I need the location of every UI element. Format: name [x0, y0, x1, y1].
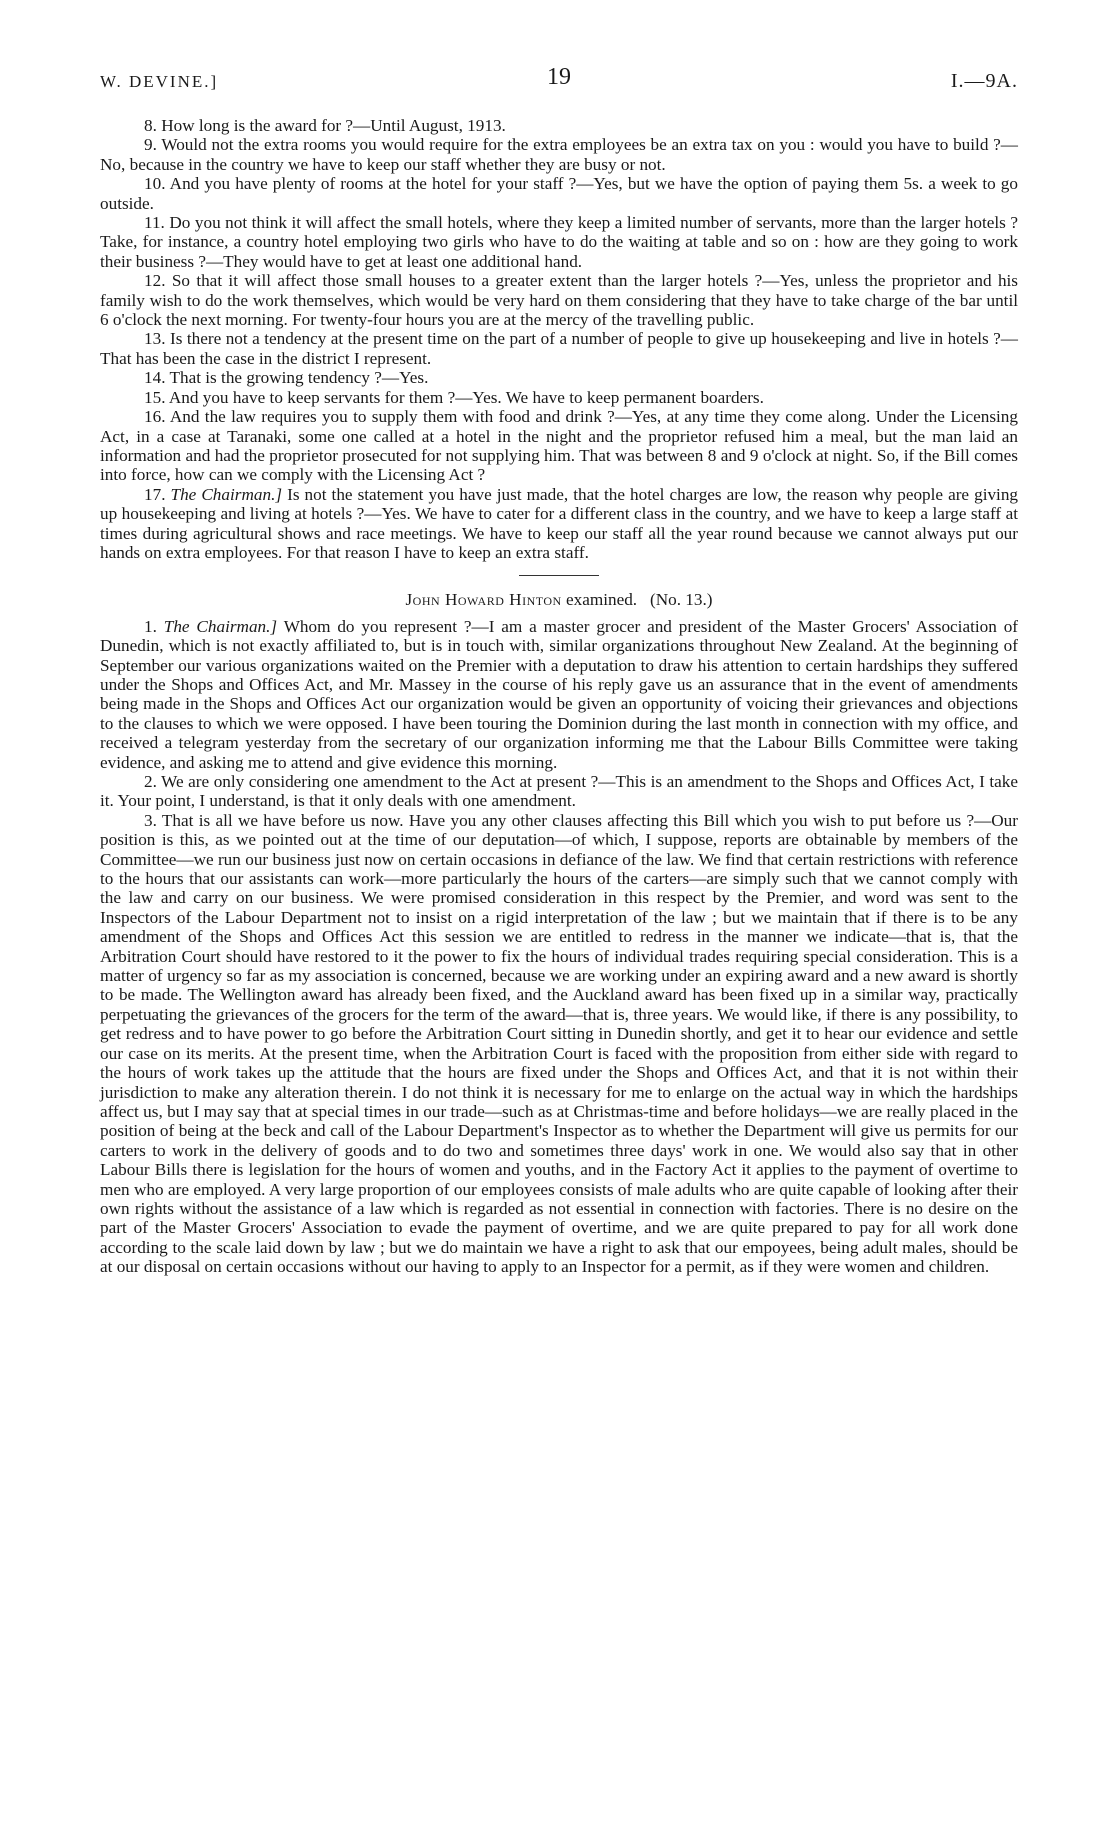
paragraph-text: That is the growing tendency ?—Yes.	[169, 368, 429, 388]
document-body	[100, 116, 1018, 1277]
paragraph-text: How long is the award for ?—Until August, 1913.	[161, 116, 506, 135]
witness-heading	[100, 590, 1018, 609]
question-paragraph	[100, 388, 1018, 407]
question-number: 10.	[144, 174, 166, 194]
question-number: 14.	[144, 368, 166, 388]
question-paragraph	[100, 174, 1018, 213]
paragraph-text: That is all we have before us now. Have you any other clauses affecting this Bill which you wish to put before us ?—Our position is this, as we pointed out at the time of our deputation—of which, I suppose, reports are obtainable by members of the Committee—we run our business just now on certain occasions in defiance of the law. We find that certain restrictions with reference to the hours that our assistants can work—more particularly the hours of the carters—are simply such that we cannot comply with the law and carry on our business. We were promised consideration in this respect by the Premier, and word was sent to the Inspectors of the Labour Department not to insist on a rigid interpretation of the law ; but we maintain that if there is to be any amendment of the Shops and Offices Act this session we are entitled to redress in the manner we indicate—that is, that the Arbitration Court should have restored to it the power to fix the hours of individual trades requiring special consideration. This is a matter of urgency so far as my association is concerned, because we are working under an expiring award and a new award is shortly to be made. The Wellington award has already been fixed, and the Auckland award has been fixed up in a similar way, practically perpetuating the grievances of the grocers for the term of the award—that is, three years. We would like, if there is any possibility, to get redress and to have power to go before the Arbitration Court sitting in Dunedin shortly, and get it to hear our evidence and settle our case on its merits. At the present time, when the Arbitration Court is faced with the proposition from either side with regard to the hours of work takes up the attitude that the hours are fixed under the Shops and Offices Act, and that it is not within their jurisdiction to make any alteration therein. I do not think it is necessary for me to enlarge on the actual way in which the hardships affect us, but I may say that at special times in our trade—such as at Christmas-time and before holidays—we are really placed in the position of being at the beck and call of the Labour Department's Inspector as to whether the Department will give us permits for our carters to work in the delivery of goods and to do two and sometimes three days' work in one. We would also say that in other Labour Bills there is legislation for the hours of women and youths, and in the Factory Act it applies to the payment of overtime to men who are employed. A very large proportion of our employees consists of male adults who are quite capable of looking after their own rights without the assistance of a law which is regarded as not essential in connection with factories. There is no desire on the part of the Master Grocers' Association to evade the payment of overtime, and we are quite prepared to pay for all work done according to the scale laid down by law ; but we do maintain we have a right to ask that our empoyees, being adult males, should be at our disposal on certain occasions without our having to apply to an Inspector for a permit, as if they were women and children.	[100, 810, 1018, 1277]
paragraph-text: Is not the statement you have just made, that the hotel charges are low, the reason why people are giving up housekeeping and living at hotels ?—Yes. We have to cater for a different class in the country, and we have to keep a large staff at times during agricultural shows and race meetings. We have to keep our staff all the year round because we cannot always put our hands on extra employees. For that reason I have to keep an extra staff.	[100, 484, 1019, 562]
question-number: 9.	[144, 135, 157, 155]
question-paragraph	[100, 329, 1018, 368]
witness-number: (No. 13.)	[649, 590, 713, 610]
question-paragraph	[100, 407, 1018, 485]
question-number: 3.	[144, 810, 157, 830]
question-number: 2.	[144, 772, 157, 791]
witness-examined-label: examined.	[565, 590, 638, 610]
question-number: 15.	[144, 387, 166, 407]
paragraph-text: We are only considering one amendment to the Act at present ?—This is an amendment to the Shops and Offices Act, I take it. Your point, I understand, is that it only deals with one amendment.	[100, 772, 1018, 811]
question-number: 17.	[144, 484, 166, 504]
question-number: 8.	[144, 116, 157, 135]
question-paragraph	[100, 135, 1018, 174]
paragraph-text: And you have plenty of rooms at the hotel for your staff ?—Yes, but we have the option of paying them 5s. a week to go outside.	[100, 174, 1018, 213]
question-number: 13.	[144, 329, 166, 349]
paragraph-text: And the law requires you to supply them with food and drink ?—Yes, at any time they come along. Under the Licensing Act, in a case at Taranaki, some one called at a hotel in the night and the proprietor refused him a meal, but the man laid an information and had the proprietor prosecuted for not supplying him. That was between 8 and 9 o'clock at night. So, if the Bill comes into force, how can we comply with the Licensing Act ?	[100, 407, 1018, 485]
witness-name: John Howard Hinton	[405, 590, 562, 610]
paragraph-text: Would not the extra rooms you would require for the extra employees be an extra tax on you : would you have to build ?—No, because in the country we have to keep our staff whether they are busy or not.	[100, 135, 1018, 174]
question-number: 1.	[144, 616, 157, 636]
page-number: 19	[547, 64, 571, 90]
section-divider	[519, 575, 599, 576]
question-paragraph	[100, 116, 1018, 135]
question-number: 16.	[144, 407, 166, 427]
question-paragraph	[100, 271, 1018, 329]
document-reference: I.—9A.	[950, 70, 1018, 92]
paragraph-text: Whom do you represent ?—I am a master grocer and president of the Master Grocers' Association of Dunedin, which is not exactly affiliated to, but is in touch with, similar organizations throughout New Zealand. At the beginning of September our various organizations waited on the Premier with a deputation to draw his attention to certain hardships they suffered under the Shops and Offices Act, and Mr. Massey in the course of his reply gave us an assurance that in the event of amendments being made in the Shops and Offices Act our organization would be given an opportunity of voicing their grievances and objections to the clauses to which we were opposed. I have been touring the Dominion during the last month in connection with my office, and received a telegram yesterday from the secretary of our organization informing me that the Labour Bills Committee were taking evidence, and asking me to attend and give evidence this morning.	[100, 616, 1019, 772]
paragraph-text: So that it will affect those small houses to a greater extent than the larger hotels ?—Yes, unless the proprietor and his family wish to do the work themselves, which would be very hard on them considering that they have to take charge of the bar until 6 o'clock the next morning. For twenty-four hours you are at the mercy of the travelling public.	[100, 271, 1019, 330]
question-paragraph	[100, 485, 1018, 563]
question-paragraph	[100, 617, 1018, 772]
paragraph-text: Is there not a tendency at the present time on the part of a number of people to give up housekeeping and live in hotels ?—That has been the case in the district I represent.	[100, 329, 1018, 368]
paragraph-text: And you have to keep servants for them ?—Yes. We have to keep permanent boarders.	[168, 387, 764, 407]
question-paragraph	[100, 213, 1018, 271]
hinton-evidence-section	[100, 617, 1018, 1277]
speaker-label: The Chairman.]	[170, 484, 283, 504]
devine-evidence-section	[100, 116, 1018, 562]
question-paragraph	[100, 772, 1018, 811]
paragraph-text: Do you not think it will affect the small hotels, where they keep a limited number of servants, more than the larger hotels ? Take, for instance, a country hotel employing two girls who have to do the waiting at table and so on : how are they going to work their business ?—They would have to get at least one additional hand.	[100, 213, 1019, 271]
witness-running-head: W. DEVINE.]	[100, 72, 219, 91]
question-number: 11.	[144, 213, 165, 233]
speaker-label: The Chairman.]	[163, 616, 278, 636]
question-paragraph	[100, 368, 1018, 387]
page-header	[100, 60, 1018, 100]
question-paragraph	[100, 811, 1018, 1277]
question-number: 12.	[144, 271, 166, 291]
